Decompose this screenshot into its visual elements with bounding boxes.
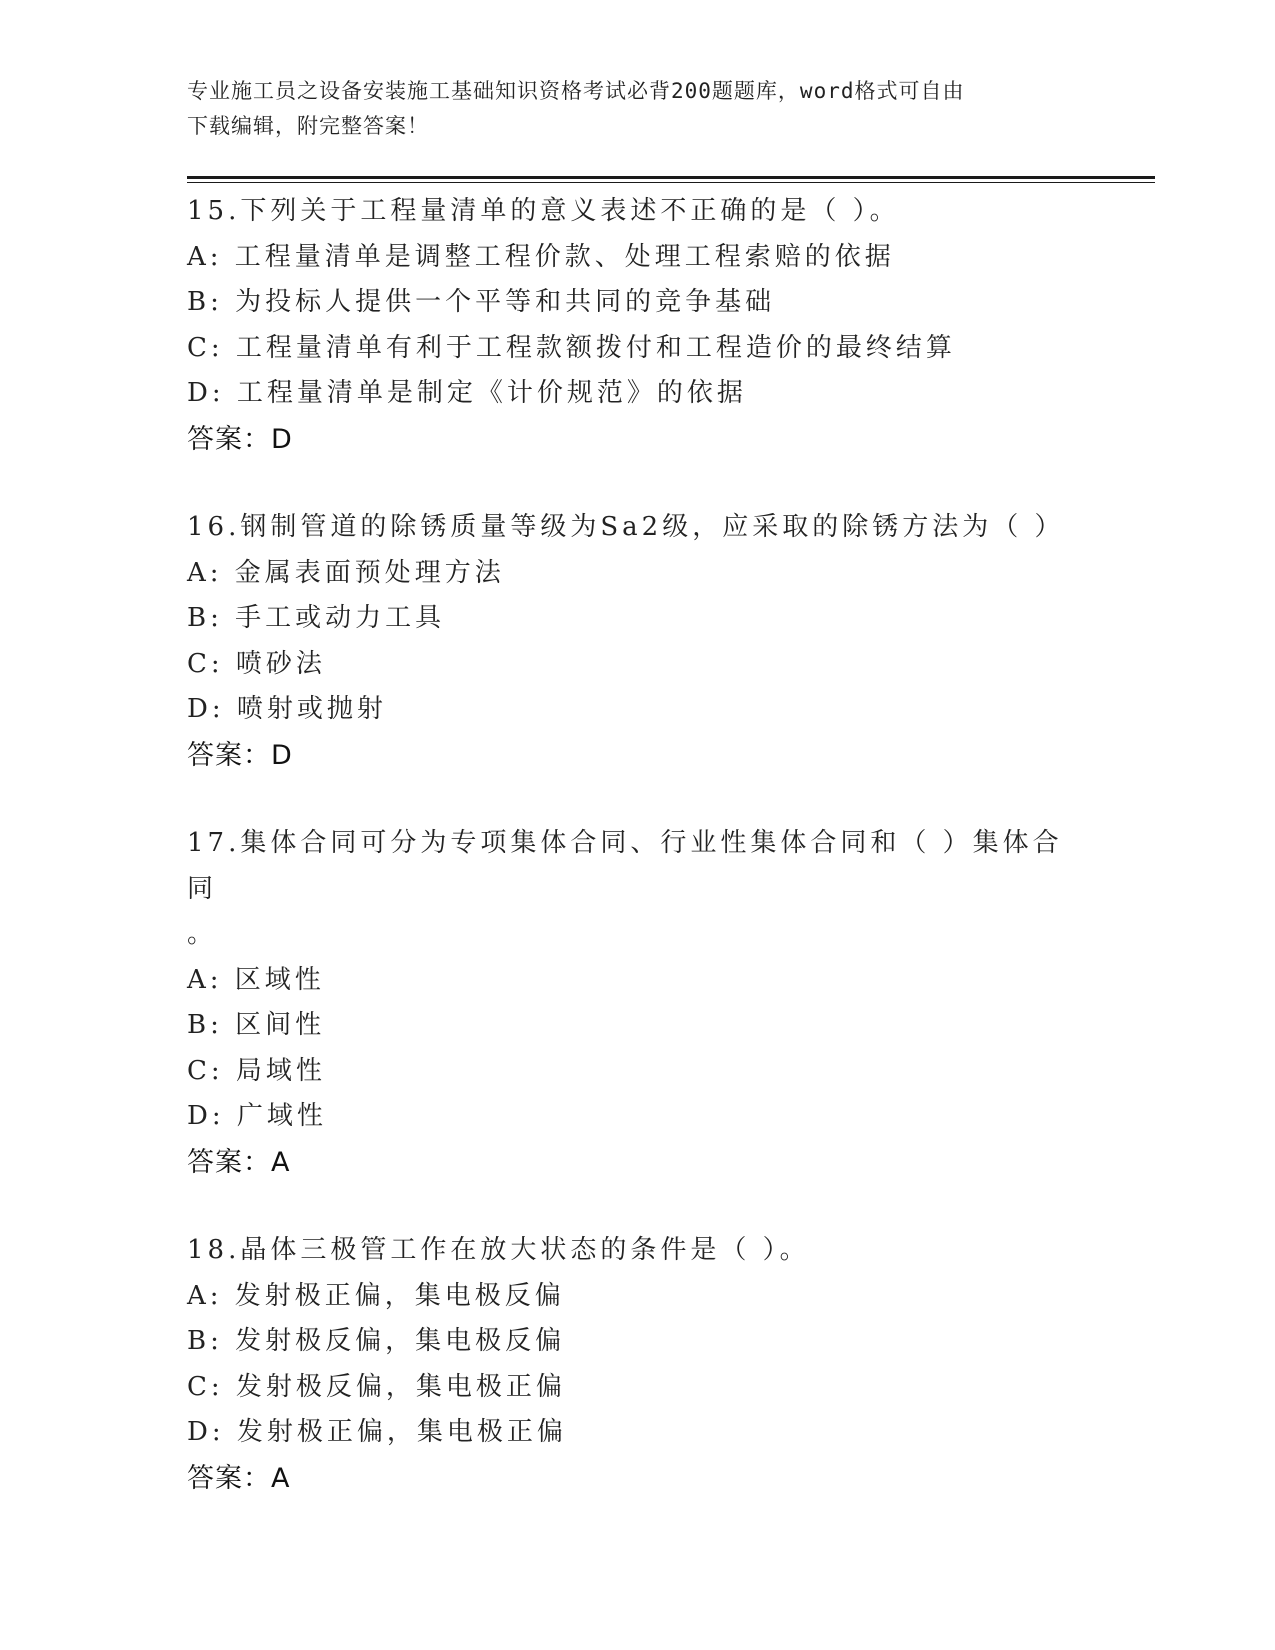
question-list	[187, 189, 1087, 1544]
question-stem: 16.钢制管道的除锈质量等级为Sa2级，应采取的除锈方法为（ ）	[187, 512, 1065, 542]
option-a: A: 金属表面预处理方法	[187, 557, 505, 588]
question-stem: 15.下列关于工程量清单的意义表述不正确的是（ ）。	[187, 196, 900, 226]
document-header	[187, 74, 1087, 144]
option-d: D: 工程量清单是制定《计价规范》的依据	[187, 378, 747, 408]
option-b: B: 为投标人提供一个平等和共同的竞争基础	[187, 287, 776, 317]
header-divider-thin	[187, 182, 1155, 183]
option-b: B: 发射极反偏，集电极反偏	[187, 1326, 566, 1356]
header-line-1: 专业施工员之设备安装施工基础知识资格考试必背200题题库，word格式可自由	[187, 79, 965, 103]
header-divider-thick	[187, 176, 1155, 179]
answer-label: 答案：D	[187, 739, 293, 771]
question-stem: 18.晶体三极管工作在放大状态的条件是（ ）。	[187, 1235, 810, 1265]
option-a: A: 工程量清单是调整工程价款、处理工程索赔的依据	[187, 241, 895, 272]
option-a: A: 发射极正偏，集电极反偏	[187, 1280, 565, 1311]
option-a: A: 区域性	[187, 964, 325, 995]
option-c: C: 发射极反偏，集电极正偏	[187, 1371, 566, 1402]
answer-label: 答案：A	[187, 1462, 291, 1494]
option-d: D: 喷射或抛射	[187, 694, 387, 724]
option-c: C: 喷砂法	[187, 648, 326, 679]
option-c: C: 局域性	[187, 1055, 326, 1086]
question-17	[187, 821, 1087, 1185]
answer-label: 答案：A	[187, 1146, 291, 1178]
option-d: D: 广域性	[187, 1101, 327, 1131]
header-line-2: 下载编辑，附完整答案！	[187, 114, 429, 138]
option-b: B: 区间性	[187, 1010, 326, 1040]
question-stem: 17.集体合同可分为专项集体合同、行业性集体合同和（ ）集体合同 。	[187, 828, 1063, 949]
option-d: D: 发射极正偏，集电极正偏	[187, 1417, 567, 1447]
question-18	[187, 1228, 1087, 1501]
question-16	[187, 505, 1087, 778]
option-c: C: 工程量清单有利于工程款额拨付和工程造价的最终结算	[187, 332, 956, 363]
answer-label: 答案：D	[187, 423, 293, 455]
question-15	[187, 189, 1087, 462]
option-b: B: 手工或动力工具	[187, 603, 446, 633]
